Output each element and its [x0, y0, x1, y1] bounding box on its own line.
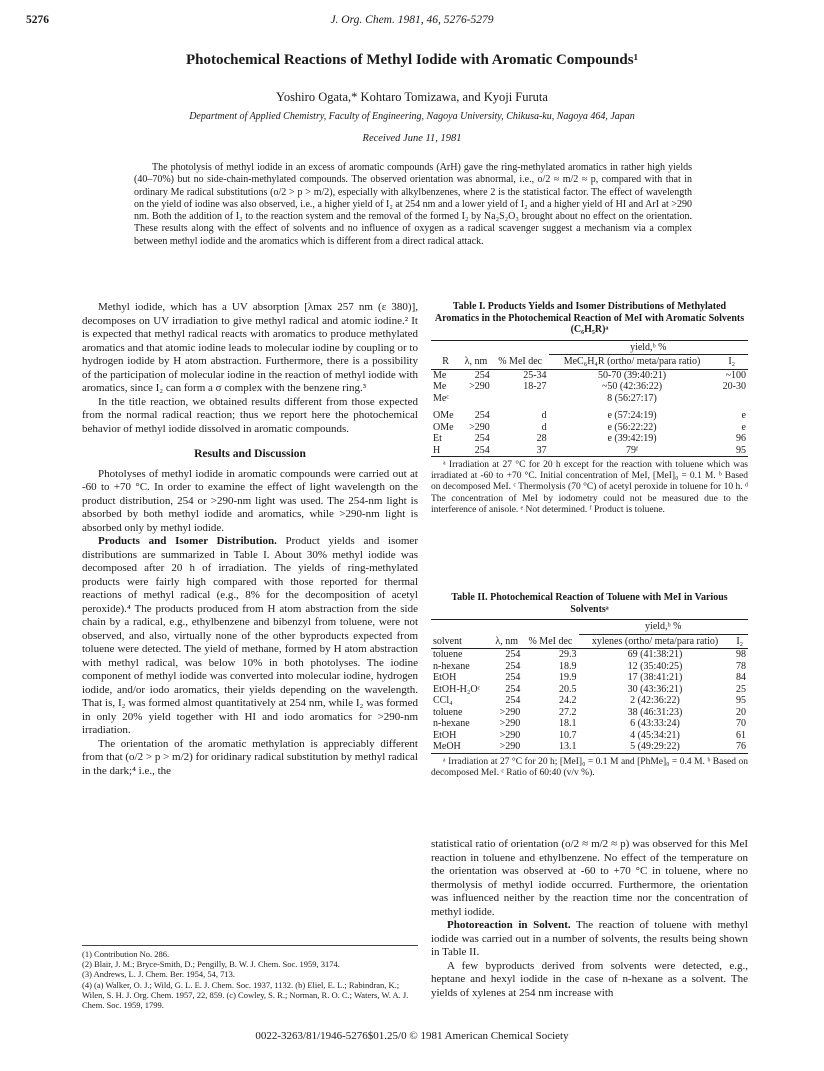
table-1-caption: Table I. Products Yields and Isomer Distributions of Methylated Aromatics in the Photochemical Reaction of MeI with Aromatic Solvents (C₆H₅R)ᵃ	[434, 301, 745, 335]
right-column	[431, 838, 748, 1000]
received-date: Received June 11, 1981	[362, 133, 462, 144]
table-1-cell: 18-27	[523, 381, 547, 392]
table-1-cell: 254	[474, 410, 490, 421]
table-2-cell: >290	[499, 718, 521, 729]
table-2-cell: toluene	[433, 706, 463, 718]
table-2-cell: 6 (43:33:24)	[630, 718, 680, 729]
table-1-cell: 50-70 (39:40:21)	[598, 369, 667, 381]
abstract: The photolysis of methyl iodide in an excess of aromatic compounds (ArH) gave the ring-methylated aromatics in rather high yields (40–70%) but no side-chain-methylated compounds. The observed orientation was abnormal, i.e., o/2 ≈ m/2 ≈ p, compared with that in ordinary Me radical substitutions (o/2 > p > m/2), especially with alkylbenzenes, where 2 is the statistical factor. The effect of wavelength on the yield of iodine was also observed, i.e., a higher yield of I₂ at 254 nm and a lower yield of I₂ and a higher yield of HI and ArI at >290 nm. Both the addition of I₂ to the reaction system and the removal of the formed I₂ by Na₂S₂O₃ brought about no effect on the orientation. These results along with the effect of solvents and no influence of oxygen as a radical scavenger suggest a mechanism via a complex between methyl iodide and the aromatics which is different from a direct radical attack.	[134, 162, 692, 247]
footnote-1: (1) Contribution No. 286.	[82, 949, 170, 959]
table-1-cell: 254	[474, 444, 490, 456]
table-1-cell: ~50 (42:36:22)	[601, 381, 663, 392]
table-1-cell: e (56:22:22)	[607, 421, 657, 433]
table-1-cell: OMe	[433, 421, 454, 433]
journal-citation: J. Org. Chem. 1981, 46, 5276-5279	[330, 14, 494, 26]
table-2-cell: 254	[505, 695, 521, 706]
left-column	[82, 301, 418, 778]
table-2-cell: 84	[736, 672, 746, 683]
table-2-cell: >290	[499, 729, 521, 741]
table-2-cell: 25	[736, 683, 746, 695]
table-1-cell: Et	[433, 433, 442, 444]
table-1-grid	[431, 340, 748, 458]
table-2-cell: 254	[505, 649, 521, 660]
table-2-body	[431, 649, 748, 754]
table-1-cell: 95	[736, 444, 746, 456]
table-2-caption: Table II. Photochemical Reaction of Toluene with MeI in Various Solventsᵃ	[451, 592, 728, 615]
table-2-row	[431, 718, 748, 730]
results-paragraph-1: Photolyses of methyl iodide in aromatic compounds were carried out at -60 to +70 °C. In order to examine the effect of light wavelength on the product distribution, 254 or >290-nm light was used. The 254-nm light is absorbed by both methyl iodide and aromatics, while >290-nm light is absorbed only by methyl iodide.	[82, 467, 418, 534]
table-2-row	[431, 695, 748, 707]
table-2-cell: 4 (45:34:21)	[630, 729, 680, 741]
table-2-cell: 70	[736, 718, 746, 729]
table-2-cell: toluene	[433, 649, 463, 660]
table-1-cell: e (39:42:19)	[607, 433, 657, 444]
article-title: Photochemical Reactions of Methyl Iodide with Aromatic Compounds¹	[185, 52, 639, 68]
table-1-cell: 254	[474, 369, 490, 381]
table-2-cell: n-hexane	[433, 718, 470, 729]
table-1-cell: e	[741, 421, 746, 433]
table-2-row	[431, 672, 748, 684]
table-2-cell: >290	[499, 706, 521, 718]
table-1	[431, 301, 748, 516]
copyright-line: 0022-3263/81/1946-5276$01.25/0 © 1981 American Chemical Society	[255, 1030, 569, 1042]
table-1-cell: 28	[536, 433, 547, 444]
table-1-cell	[716, 393, 749, 405]
table-1-cell: Meᶜ	[433, 392, 449, 404]
table-1-group-header: yield,ᵇ %	[549, 340, 748, 355]
table-1-cell: OMe	[433, 410, 454, 421]
orientation-paragraph: The orientation of the aromatic methylation is appreciably different from that (o/2 > p > m/2) for oridinary radical substitution by methyl radical in the dark;⁴ i.e., the	[82, 737, 418, 777]
table-2-cell: 24.2	[559, 695, 577, 706]
table-1-cell: ~100	[725, 369, 746, 381]
table-1-header-lambda: λ, nm	[464, 356, 488, 367]
products-paragraph	[82, 535, 418, 738]
footnote-4: (4) (a) Walker, O. J.; Wild, G. L. E. J. Chem. Soc. 1937, 1132. (b) Eliel, E. L.; Rabindran, K.; Wilen, S. H. J. Org. Chem. 1957, 22, 859. (c) Cowley, S. R.; Norman, R. O. C.; Waters, W. A. J. Chem. Soc. 1959, 1799.	[82, 979, 409, 1011]
solvent-run-in-heading: Photoreaction in Solvent.	[447, 919, 571, 931]
table-1-row	[431, 393, 748, 405]
table-2-cell: EtOH	[433, 729, 457, 741]
table-1-cell: >290	[469, 421, 490, 433]
table-1-row	[431, 404, 748, 422]
table-2-cell: MeOH	[433, 741, 461, 752]
table-1-cell: 25-34	[523, 369, 547, 381]
table-2-header-iodine: I₂	[736, 635, 744, 647]
table-2-cell: 12 (35:40:25)	[627, 660, 683, 672]
table-2-row	[431, 649, 748, 661]
table-1-cell: 96	[736, 433, 746, 444]
products-text: Product yields and isomer distributions are summarized in Table I. About 30% methyl iodide was decomposed after 20 h of irradiation. The yields of ring-methylated products were fairly high compared with those reported for thermal reactions of methyl radical (e.g., 8% for the decomposition of acetyl peroxide).⁴ The products produced from H atom abstraction from the side chain by a radical, e.g., ethylbenzene and bibenzyl from toluene, were not observed, and also, virtually none of the other byproducts expected from toluene were detected. The yield of methane, formed by H atom abstraction with methyl radical, was below 10% in both photolyses. The iodine component of methyl iodide was converted into molecular iodine, hydrogen iodide, and/or iodo aromatics, their yields depending on the wavelength. That is, I₂ was formed almost quantitatively at 254 nm, while I₂ was formed in only 20% yield together with HI and iodo aromatics for >290-nm irradiation.	[82, 535, 418, 736]
table-2-cell: 69 (41:38:21)	[627, 649, 683, 660]
table-2-cell: 19.9	[559, 672, 577, 683]
author-list: Yoshiro Ogata,* Kohtaro Tomizawa, and Kyoji Furuta	[276, 90, 548, 104]
table-2-cell: 20.5	[559, 683, 577, 695]
table-1-cell: H	[433, 444, 441, 456]
table-1-cell: 79ᶠ	[625, 444, 639, 456]
table-2-cell: 30 (43:36:21)	[627, 683, 683, 695]
footnotes	[82, 945, 418, 1010]
table-1-cell: Me	[433, 369, 447, 381]
table-2-cell: 5 (49:29:22)	[630, 741, 680, 752]
table-1-body	[431, 369, 748, 457]
table-2-cell: 254	[505, 683, 521, 695]
table-1-header-r: R	[442, 356, 449, 367]
table-2-cell: >290	[499, 741, 521, 752]
table-2-notes: ᵃ Irradiation at 27 °C for 20 h; [MeI]₀ = 0.1 M and [PhMe]₀ = 0.4 M. ᵇ Based on decomposed MeI. ᶜ Ratio of 60:40 (v/v %).	[431, 756, 748, 778]
table-2	[431, 592, 748, 779]
table-2-cell: EtOH-H₂Oᶜ	[433, 683, 481, 695]
table-2-cell: 17 (38:41:21)	[627, 672, 683, 683]
table-2-header-solvent: solvent	[433, 635, 462, 647]
table-1-cell: e (57:24:19)	[607, 410, 657, 421]
table-1-cell: >290	[469, 381, 490, 392]
products-run-in-heading: Products and Isomer Distribution.	[98, 535, 277, 547]
table-2-cell: 18.9	[559, 660, 577, 672]
table-2-cell: 20	[736, 706, 746, 718]
table-2-row	[431, 730, 748, 742]
footnote-2: (2) Blair, J. M.; Bryce-Smith, D.; Pengilly, B. W. J. Chem. Soc. 1959, 3174.	[82, 959, 340, 970]
table-2-row	[431, 661, 748, 673]
table-1-cell: d	[541, 421, 547, 433]
footnote-3: (3) Andrews, L. J. Chem. Ber. 1954, 54, 713.	[82, 969, 235, 980]
table-2-cell: 61	[736, 729, 746, 741]
table-2-cell: CCl₄	[433, 695, 453, 706]
table-2-cell: 76	[736, 741, 746, 752]
table-1-cell: d	[541, 410, 547, 421]
table-1-row	[431, 422, 748, 434]
table-2-row	[431, 741, 748, 753]
table-1-header-products: MeC₆H₄R (ortho/ meta/para ratio)	[563, 356, 701, 367]
table-1-cell	[492, 393, 549, 405]
table-2-cell: 13.1	[559, 741, 577, 752]
table-1-row	[431, 381, 748, 393]
table-2-header-xylenes: xylenes (ortho/ meta/para ratio)	[591, 635, 719, 647]
table-2-cell: 254	[505, 672, 521, 683]
table-1-notes: ᵃ Irradiation at 27 °C for 20 h except for the reaction with toluene which was irradiated at -60 to +70 °C. Initial concentration of MeI, [MeI]₀ = 0.1 M. ᵇ Based on decomposed MeI. ᶜ Thermolysis (70 °C) of acetyl peroxide in toluene for 10 h. ᵈ The concentration of MeI by iodometry could not be measured due to the interference of anisole. ᵉ Not determined. ᶠ Product is toluene.	[431, 460, 748, 515]
table-1-row	[431, 433, 748, 445]
table-2-cell: 29.3	[559, 649, 577, 660]
table-1-header-mei-dec: % MeI dec	[498, 356, 543, 367]
section-heading: Results and Discussion	[194, 448, 306, 460]
orientation-continued-paragraph: statistical ratio of orientation (o/2 ≈ m/2 ≈ p) was observed for this MeI reaction in toluene and ethylbenzene. No effect of the temperature on the orientation was observed at -60 to +70 °C in toluene, where no thermolysis of methyl iodide occurred. Furthermore, the orientation was influenced neither by the reaction time nor the concentration of methyl iodide.	[431, 838, 748, 918]
table-1-cell: 20-30	[722, 381, 746, 392]
intro-paragraph-1: Methyl iodide, which has a UV absorption [λmax 257 nm (ε 380)], decomposes on UV irradiation to give methyl radical and atomic iodine.² It is expected that methyl radical reacts with aromatics to produce methylated aromatics and that atomic iodine leads to molecular iodine by coupling or to hydrogen iodide by H atom abstraction. Furthermore, there is a possibility of the participation of molecular iodine in the reaction of methyl iodide with aromatics, since I₂ can form a σ complex with the benzene ring.³	[82, 301, 419, 394]
table-2-cell: 27.2	[559, 706, 577, 718]
table-1-cell: 8 (56:27:17)	[607, 392, 657, 404]
affiliation: Department of Applied Chemistry, Faculty of Engineering, Nagoya University, Chikusa-ku, Nagoya 464, Japan	[189, 111, 635, 122]
table-1-cell: 254	[474, 433, 490, 444]
table-2-cell: 254	[505, 660, 521, 672]
table-2-cell: 78	[736, 660, 746, 672]
table-2-row	[431, 707, 748, 719]
table-2-cell: 18.1	[559, 718, 577, 729]
table-2-row	[431, 684, 748, 696]
table-2-cell: EtOH	[433, 672, 457, 683]
solvent-paragraph	[431, 919, 748, 960]
table-1-cell: 37	[536, 444, 547, 456]
table-1-row	[431, 369, 748, 381]
table-2-cell: 95	[736, 695, 746, 706]
table-2-cell: 10.7	[559, 729, 577, 741]
table-2-header-mei-dec: % MeI dec	[528, 635, 573, 647]
table-2-cell: 98	[736, 649, 746, 660]
running-head	[26, 14, 798, 32]
table-2-grid	[431, 619, 748, 754]
page-number: 5276	[26, 14, 49, 26]
table-1-header-iodine: I₂	[728, 356, 736, 367]
solvent-text: The reaction of toluene with methyl iodide was carried out in a number of solvents, the results being shown in Table II.	[431, 919, 748, 958]
table-1-cell	[460, 393, 492, 405]
table-2-cell: n-hexane	[433, 660, 470, 672]
table-1-row	[431, 445, 748, 457]
table-2-group-header: yield,ᵇ %	[579, 620, 748, 635]
table-2-cell: 2 (42:36:22)	[630, 695, 680, 706]
table-1-cell: Me	[433, 381, 447, 392]
table-1-cell: e	[741, 410, 746, 421]
table-2-cell: 38 (46:31:23)	[627, 706, 683, 718]
intro-paragraph-2: In the title reaction, we obtained results different from those expected from the normal radical reaction; thus we report here the photochemical behavior of methyl iodide dissolved in aromatic compounds.	[82, 395, 418, 435]
table-2-header-lambda: λ, nm	[495, 635, 518, 647]
byproducts-paragraph: A few byproducts derived from solvents were detected, e.g., heptane and hexyl iodide in the case of n-hexane as a solvent. The yields of xylenes at 254 nm increase with	[431, 959, 748, 999]
